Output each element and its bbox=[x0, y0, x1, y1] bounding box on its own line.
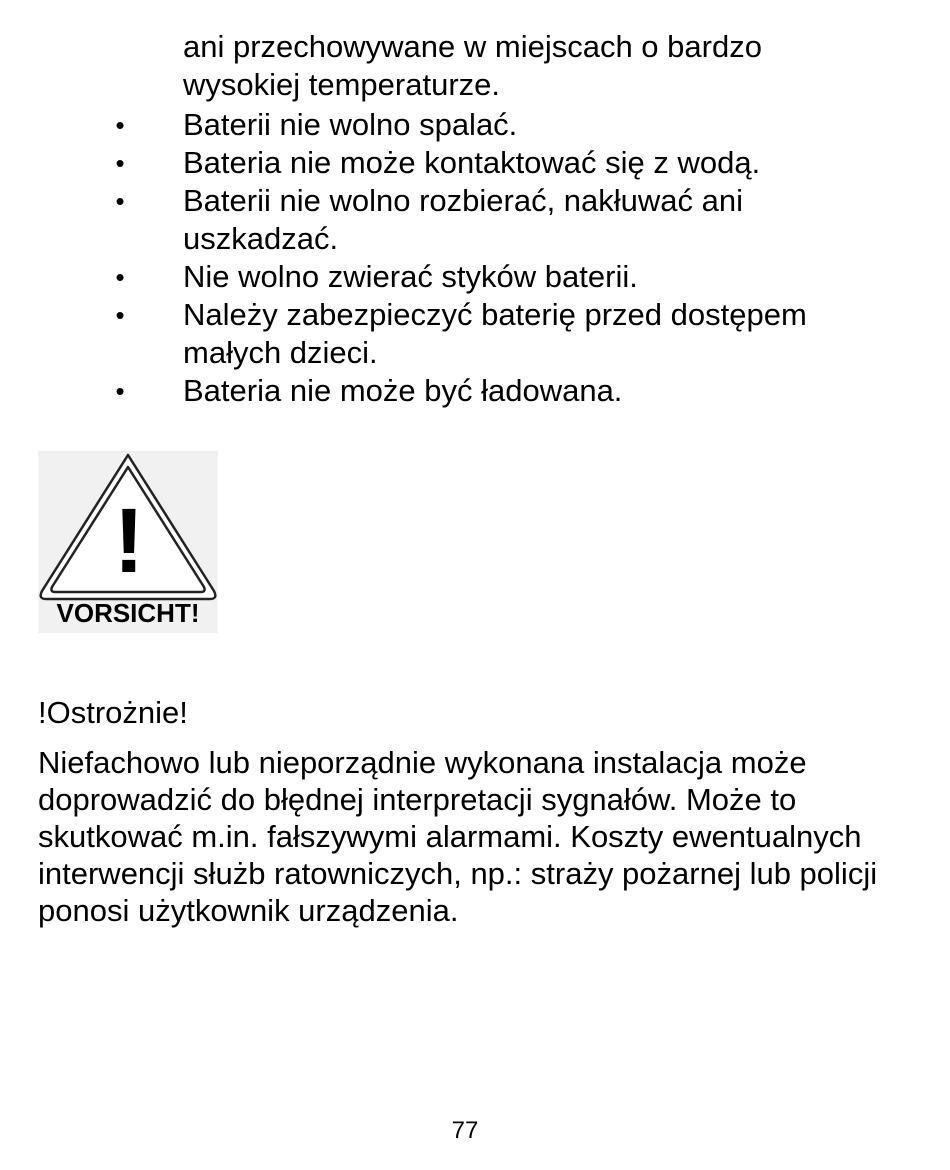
bullet-dot-icon: • bbox=[115, 110, 125, 140]
list-item bbox=[0, 144, 950, 182]
bullet-dot-icon: • bbox=[115, 300, 125, 330]
page-number: 77 bbox=[451, 1117, 479, 1144]
warning-triangle-icon bbox=[38, 451, 218, 633]
battery-safety-list bbox=[0, 106, 950, 410]
list-item bbox=[0, 372, 950, 410]
warning-sign bbox=[38, 451, 218, 633]
bullet-dot-icon: • bbox=[115, 376, 125, 406]
continued-text: ani przechowywane w miejscach o bardzo wysokiej temperaturze. bbox=[183, 29, 762, 102]
bullet-dot-icon: • bbox=[115, 148, 125, 178]
list-item-text: Baterii nie wolno rozbierać, nakłuwać ani uszkadzać. bbox=[183, 183, 744, 256]
bullet-dot-icon: • bbox=[115, 262, 125, 292]
list-item bbox=[0, 106, 950, 144]
list-item-text: Baterii nie wolno spalać. bbox=[183, 107, 518, 142]
warning-label: VORSICHT! bbox=[56, 598, 200, 628]
list-item-text: Nie wolno zwierać styków baterii. bbox=[183, 259, 638, 294]
list-item-text: Bateria nie może być ładowana. bbox=[183, 373, 623, 408]
exclamation-mark: ! bbox=[113, 490, 145, 592]
bullet-dot-icon: • bbox=[115, 186, 125, 216]
list-item-text: Bateria nie może kontaktować się z wodą. bbox=[183, 145, 761, 180]
list-item bbox=[0, 182, 950, 258]
caution-heading: !Ostrożnie! bbox=[38, 695, 188, 730]
list-item-text: Należy zabezpieczyć baterię przed dostępem małych dzieci. bbox=[183, 297, 807, 370]
list-item bbox=[0, 296, 950, 372]
list-item bbox=[0, 258, 950, 296]
caution-paragraph: Niefachowo lub nieporządnie wykonana instalacja może doprowadzić do błędnej interpretacji sygnałów. Może to skutkować m.in. fałszywymi alarmami. Koszty ewentualnych interwencji służb ratowniczych, np.: straży pożarnej lub policji ponosi użytkownik urządzenia. bbox=[38, 745, 878, 928]
